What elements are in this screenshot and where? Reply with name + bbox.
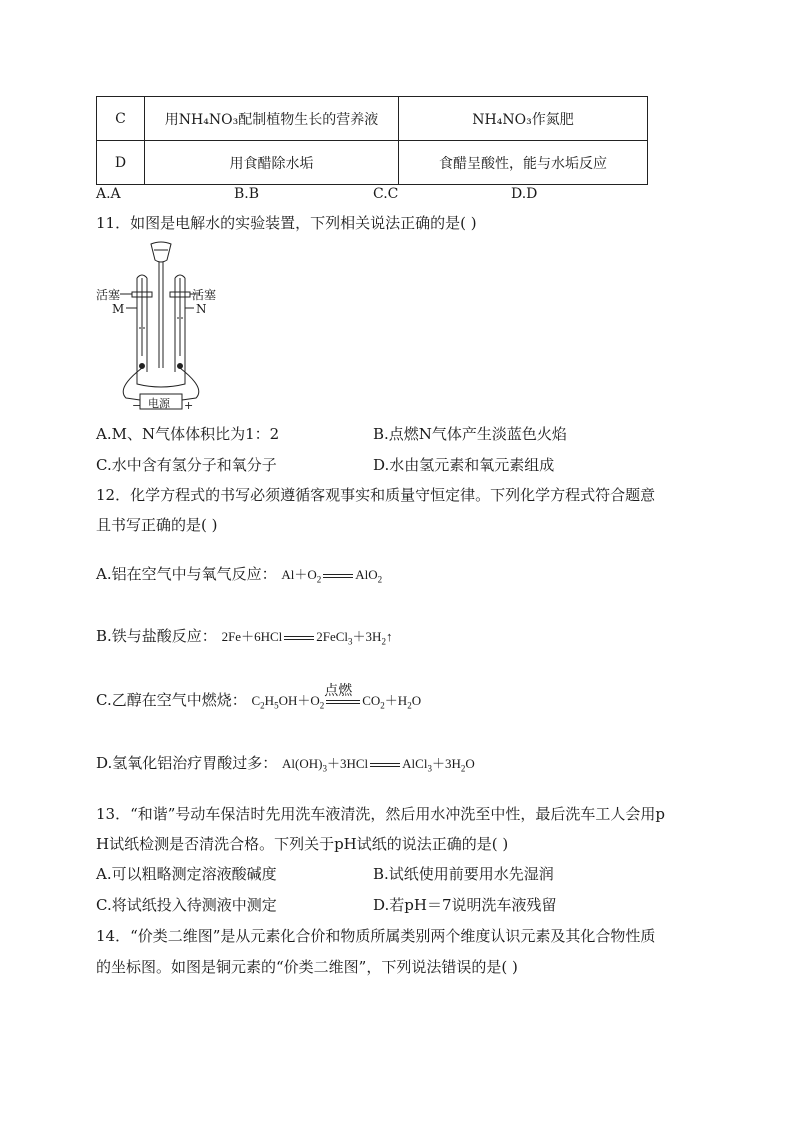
option-label: B.铁与盐酸反应： <box>96 627 217 645</box>
q11-option-a: A.M、N气体体积比为1：2 <box>96 425 280 443</box>
row-key: C <box>97 97 145 141</box>
q13-option-c: C.将试纸投入待测液中测定 <box>96 896 277 914</box>
row-reason: NH₄NO₃作氮肥 <box>399 97 648 141</box>
q10-option-c: C.C <box>373 186 399 202</box>
tube-n-label: N <box>196 302 207 316</box>
q12-option-d <box>96 752 475 774</box>
table-row <box>97 97 648 141</box>
q13-option-a: A.可以粗略测定溶液酸碱度 <box>96 865 277 883</box>
q13-option-d: D.若pH＝7说明洗车液残留 <box>373 896 557 914</box>
q14-stem-line2: 的坐标图。如图是铜元素的“价类二维图”，下列说法错误的是( ) <box>96 958 518 976</box>
q10-option-a: A.A <box>96 186 121 202</box>
q11-option-b: B.点燃N气体产生淡蓝色火焰 <box>373 425 567 443</box>
q12-option-b <box>96 625 392 647</box>
tube-m-label: M <box>112 302 125 316</box>
electrolysis-figure <box>96 238 226 414</box>
q12-option-a <box>96 563 382 585</box>
electrolysis-apparatus-icon <box>96 238 226 414</box>
q11-option-c: C.水中含有氢分子和氧分子 <box>96 456 277 474</box>
equation-b: 2Fe＋6HCl $2FeCl_3+3H_2↑$ <box>221 629 393 647</box>
condition-label: 点燃 <box>324 683 353 700</box>
row-example: 用NH₄NO₃配制植物生长的营养液 <box>145 97 399 141</box>
table-row <box>97 141 648 185</box>
positive-terminal: + <box>184 399 194 412</box>
q10-option-d: D.D <box>511 186 538 202</box>
q11-stem: 11．如图是电解水的实验装置，下列相关说法正确的是( ) <box>96 214 477 232</box>
negative-terminal: − <box>132 399 142 412</box>
left-stopcock-label: 活塞 <box>96 288 121 302</box>
q12-option-c <box>96 683 422 711</box>
option-label: A.铝在空气中与氧气反应： <box>96 565 277 583</box>
q13-stem-line2: H试纸检测是否清洗合格。下列关于pH试纸的说法正确的是( ) <box>96 835 509 853</box>
option-label: D.氢氧化铝治疗胃酸过多： <box>96 754 278 772</box>
q14-stem-line1: 14．“价类二维图”是从元素化合价和物质所属类别两个维度认识元素及其化合物性质 <box>96 927 656 945</box>
row-key: D <box>97 141 145 185</box>
q13-stem-line1: 13．“和谐”号动车保洁时先用洗车液清洗，然后用水冲洗至中性，最后洗车工人会用p <box>96 805 666 823</box>
power-supply-label: 电源 <box>148 397 170 410</box>
q12-stem-line1: 12．化学方程式的书写必须遵循客观事实和质量守恒定律。下列化学方程式符合题意 <box>96 486 656 504</box>
options-table <box>96 96 648 185</box>
equation-a: $Al+O_2$ AlO$_2$ <box>281 567 383 585</box>
option-label: C.乙醇在空气中燃烧： <box>96 691 247 709</box>
row-reason: 食醋呈酸性，能与水垢反应 <box>399 141 648 185</box>
q12-stem-line2: 且书写正确的是( ) <box>96 516 218 534</box>
equation-d: $Al(OH)_3+3HCl$ $AlCl_3+3H_2O$ <box>282 756 475 774</box>
right-stopcock-label: 活塞 <box>192 288 217 302</box>
equation-c: $C_2H_5OH+O_2$ 点燃 $CO_2+H_2O$ <box>252 693 422 708</box>
q10-option-b: B.B <box>234 186 260 202</box>
row-example: 用食醋除水垢 <box>145 141 399 185</box>
q11-option-d: D.水由氢元素和氧元素组成 <box>373 456 555 474</box>
q13-option-b: B.试纸使用前要用水先湿润 <box>373 865 554 883</box>
